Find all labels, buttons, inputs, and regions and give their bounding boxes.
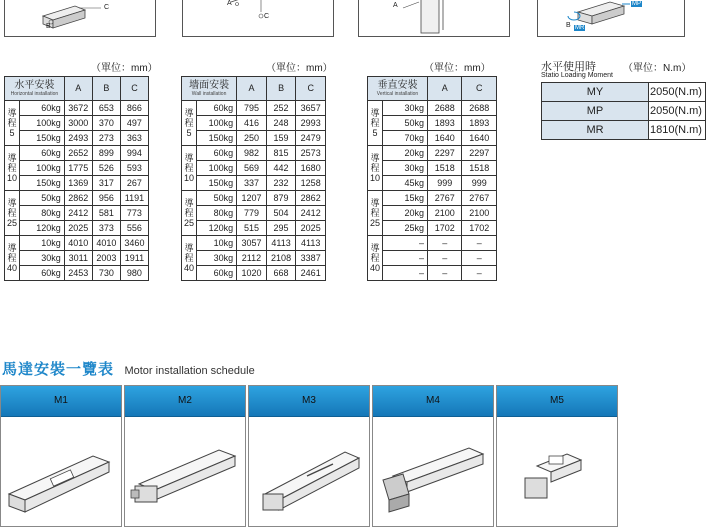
lead-group-cell — [368, 101, 383, 146]
value-cell: 373 — [92, 221, 120, 236]
motor-drawing — [1, 416, 121, 526]
value-cell: – — [462, 236, 497, 251]
lead-label: 40 — [183, 263, 194, 273]
value-cell: – — [462, 251, 497, 266]
mr-badge: MR — [575, 25, 585, 31]
value-cell: 2493 — [64, 131, 92, 146]
value-cell: 1702 — [462, 221, 497, 236]
value-cell: 2453 — [64, 266, 92, 281]
lead-label: 導 — [7, 153, 17, 163]
table-row — [368, 206, 497, 221]
moment-key: MY — [542, 83, 649, 102]
value-cell: 1893 — [462, 116, 497, 131]
column-header: C — [462, 77, 497, 101]
value-cell: 593 — [120, 161, 148, 176]
value-cell: – — [462, 266, 497, 281]
table-title-cell — [368, 77, 428, 101]
lead-label: 導 — [184, 198, 194, 208]
value-cell: 2412 — [296, 206, 326, 221]
value-cell: 252 — [266, 101, 296, 116]
value-cell: 1191 — [120, 191, 148, 206]
table-row — [5, 221, 149, 236]
value-cell: 2108 — [266, 251, 296, 266]
table-row — [368, 236, 497, 251]
load-cell: 10kg — [197, 236, 237, 251]
value-cell: 267 — [120, 176, 148, 191]
value-cell: 795 — [237, 101, 267, 116]
value-cell: 866 — [120, 101, 148, 116]
table-row — [5, 116, 149, 131]
table-row — [368, 221, 497, 236]
lead-label: 程 — [184, 118, 194, 128]
moment-row — [542, 102, 706, 121]
value-cell: 2767 — [462, 191, 497, 206]
moment-key: MR — [542, 121, 649, 140]
load-cell: 60kg — [20, 146, 65, 161]
motor-title-zh: 馬達安裝一覽表 — [2, 361, 115, 378]
horizontal-diagram-drawing — [5, 0, 155, 36]
motor-column-m5 — [496, 385, 618, 527]
load-cell: 80kg — [20, 206, 65, 221]
value-cell: 2862 — [64, 191, 92, 206]
lead-label: 導 — [370, 108, 380, 118]
table-row — [182, 131, 326, 146]
column-header: B — [92, 77, 120, 101]
load-cell: 150kg — [20, 176, 65, 191]
value-cell: 2297 — [462, 146, 497, 161]
load-cell: 50kg — [197, 191, 237, 206]
value-cell: 3000 — [64, 116, 92, 131]
value-cell: 1680 — [296, 161, 326, 176]
load-cell: 20kg — [383, 146, 428, 161]
motor-drawing — [125, 416, 245, 526]
value-cell: 779 — [237, 206, 267, 221]
load-cell: 30kg — [383, 161, 428, 176]
lead-group-cell — [182, 146, 197, 191]
vertical-installation-table — [367, 76, 497, 281]
label-a: A — [227, 0, 232, 7]
table-title-zh: 垂直安裝 — [377, 79, 418, 91]
lead-label: 5 — [9, 128, 15, 138]
lead-group-cell — [5, 146, 20, 191]
load-cell: 100kg — [197, 116, 237, 131]
value-cell: 2100 — [427, 206, 462, 221]
value-cell: 2688 — [462, 101, 497, 116]
value-cell: 982 — [237, 146, 267, 161]
load-cell: – — [383, 236, 428, 251]
table-row — [368, 176, 497, 191]
horizontal-diagram — [4, 0, 156, 37]
lead-group-cell — [182, 236, 197, 281]
lead-group-cell — [182, 101, 197, 146]
lead-label: 程 — [370, 208, 380, 218]
lead-label: 10 — [6, 173, 17, 183]
value-cell: 2412 — [64, 206, 92, 221]
moment-diagram — [537, 0, 685, 37]
lead-label: 導 — [370, 153, 380, 163]
value-cell: 879 — [266, 191, 296, 206]
table-title-en: Horizontal installation — [10, 90, 59, 97]
table-row — [5, 191, 149, 206]
table-row — [182, 206, 326, 221]
header-row — [5, 77, 149, 101]
table-row — [182, 176, 326, 191]
table-row — [368, 266, 497, 281]
lead-label: 導 — [7, 243, 17, 253]
lead-group-cell — [368, 191, 383, 236]
value-cell: 1640 — [427, 131, 462, 146]
table-row — [182, 101, 326, 116]
unit-label-horizontal: （單位：mm） — [91, 63, 158, 74]
value-cell: 815 — [266, 146, 296, 161]
value-cell: 273 — [92, 131, 120, 146]
table-row — [5, 236, 149, 251]
table-title-cell — [182, 77, 237, 101]
value-cell: 1258 — [296, 176, 326, 191]
value-cell: 773 — [120, 206, 148, 221]
motor-column-m2 — [124, 385, 246, 527]
value-cell: 3657 — [296, 101, 326, 116]
value-cell: 999 — [462, 176, 497, 191]
motor-column-m4 — [372, 385, 494, 527]
value-cell: 2100 — [462, 206, 497, 221]
load-cell: 100kg — [20, 161, 65, 176]
value-cell: 1775 — [64, 161, 92, 176]
load-cell: 30kg — [383, 101, 428, 116]
unit-label-moment: （單位：N.m） — [623, 63, 692, 74]
lead-label: 導 — [184, 108, 194, 118]
table-row — [5, 146, 149, 161]
motor-column-header: M2 — [125, 386, 245, 417]
value-cell: 3460 — [120, 236, 148, 251]
lead-label: 25 — [6, 218, 17, 228]
value-cell: 317 — [92, 176, 120, 191]
lead-group-cell — [5, 236, 20, 281]
label-a: A — [393, 2, 398, 9]
moment-subtitle: Statio Loading Moment — [541, 72, 613, 79]
table-row — [368, 116, 497, 131]
value-cell: 1911 — [120, 251, 148, 266]
moment-diagram-drawing — [538, 0, 684, 36]
value-cell: 295 — [266, 221, 296, 236]
lead-label: 導 — [184, 243, 194, 253]
lead-label: 程 — [7, 163, 17, 173]
motor-section-title — [2, 358, 255, 379]
table-row — [368, 161, 497, 176]
load-cell: 30kg — [20, 251, 65, 266]
value-cell: 556 — [120, 221, 148, 236]
moment-row — [542, 83, 706, 102]
load-cell: 150kg — [197, 176, 237, 191]
load-cell: 25kg — [383, 221, 428, 236]
table-row — [5, 251, 149, 266]
header-row — [368, 77, 497, 101]
moment-key: MP — [542, 102, 649, 121]
value-cell: 515 — [237, 221, 267, 236]
value-cell: 1369 — [64, 176, 92, 191]
table-row — [5, 131, 149, 146]
column-header: B — [266, 77, 296, 101]
motor-column-m1 — [0, 385, 122, 527]
value-cell: 526 — [92, 161, 120, 176]
value-cell: 999 — [427, 176, 462, 191]
load-cell: 120kg — [20, 221, 65, 236]
column-header: A — [427, 77, 462, 101]
load-cell: 150kg — [197, 131, 237, 146]
table-row — [182, 236, 326, 251]
value-cell: 1207 — [237, 191, 267, 206]
value-cell: 2652 — [64, 146, 92, 161]
value-cell: – — [427, 251, 462, 266]
load-cell: 30kg — [197, 251, 237, 266]
motor-drawing — [497, 416, 617, 526]
lead-label: 25 — [183, 218, 194, 228]
value-cell: 232 — [266, 176, 296, 191]
vertical-diagram — [358, 0, 510, 37]
lead-label: 導 — [7, 198, 17, 208]
value-cell: 4113 — [296, 236, 326, 251]
table-row — [182, 251, 326, 266]
table-row — [5, 176, 149, 191]
unit-label-wall: （單位：mm） — [266, 63, 333, 74]
value-cell: 2688 — [427, 101, 462, 116]
column-header: A — [237, 77, 267, 101]
value-cell: 337 — [237, 176, 267, 191]
value-cell: 2461 — [296, 266, 326, 281]
value-cell: 248 — [266, 116, 296, 131]
value-cell: 1518 — [462, 161, 497, 176]
load-cell: 60kg — [20, 266, 65, 281]
lead-group-cell — [368, 236, 383, 281]
value-cell: 1020 — [237, 266, 267, 281]
lead-label: 5 — [186, 128, 192, 138]
table-row — [368, 146, 497, 161]
table-row — [182, 161, 326, 176]
load-cell: 15kg — [383, 191, 428, 206]
column-header: C — [296, 77, 326, 101]
motor-column-header: M4 — [373, 386, 493, 417]
load-cell: 80kg — [197, 206, 237, 221]
lead-label: 25 — [369, 218, 380, 228]
lead-group-cell — [5, 101, 20, 146]
lead-label: 5 — [372, 128, 378, 138]
load-cell: 120kg — [197, 221, 237, 236]
label-b: B — [566, 22, 571, 29]
load-cell: 100kg — [197, 161, 237, 176]
moment-value: 2050(N.m) — [649, 83, 706, 102]
lead-label: 導 — [184, 153, 194, 163]
value-cell: – — [427, 266, 462, 281]
value-cell: 2003 — [92, 251, 120, 266]
label-c: C — [264, 13, 270, 20]
table-title-zh: 墻面安裝 — [189, 79, 230, 91]
value-cell: 569 — [237, 161, 267, 176]
load-cell: – — [383, 266, 428, 281]
wall-installation-table — [181, 76, 326, 281]
table-row — [5, 161, 149, 176]
table-row — [5, 206, 149, 221]
table-title-en: Vertical installation — [376, 90, 419, 97]
table-row — [5, 101, 149, 116]
value-cell: 956 — [92, 191, 120, 206]
value-cell: 4010 — [92, 236, 120, 251]
horizontal-installation-table — [4, 76, 149, 281]
table-row — [182, 221, 326, 236]
value-cell: 416 — [237, 116, 267, 131]
table-row — [182, 191, 326, 206]
value-cell: 730 — [92, 266, 120, 281]
value-cell: 2025 — [64, 221, 92, 236]
value-cell: 370 — [92, 116, 120, 131]
value-cell: 994 — [120, 146, 148, 161]
lead-label: 導 — [370, 243, 380, 253]
lead-label: 導 — [7, 108, 17, 118]
value-cell: – — [427, 236, 462, 251]
table-row — [368, 191, 497, 206]
value-cell: 1893 — [427, 116, 462, 131]
unit-label-vertical: （單位：mm） — [424, 63, 491, 74]
value-cell: 2767 — [427, 191, 462, 206]
load-cell: 60kg — [20, 101, 65, 116]
motor-schedule — [0, 385, 618, 527]
motor-column-header: M5 — [497, 386, 617, 417]
value-cell: 668 — [266, 266, 296, 281]
moment-title: 水平使用時 — [541, 61, 596, 73]
moment-value: 1810(N.m) — [649, 121, 706, 140]
lead-group-cell — [368, 146, 383, 191]
load-cell: 50kg — [383, 116, 428, 131]
motor-drawing — [373, 416, 493, 526]
value-cell: 504 — [266, 206, 296, 221]
value-cell: 4010 — [64, 236, 92, 251]
moment-value: 2050(N.m) — [649, 102, 706, 121]
label-c: C — [104, 4, 110, 11]
value-cell: 2479 — [296, 131, 326, 146]
table-row — [5, 266, 149, 281]
lead-label: 10 — [183, 173, 194, 183]
value-cell: 442 — [266, 161, 296, 176]
lead-label: 程 — [184, 253, 194, 263]
load-cell: 100kg — [20, 116, 65, 131]
value-cell: 2862 — [296, 191, 326, 206]
value-cell: 1640 — [462, 131, 497, 146]
table-row — [368, 101, 497, 116]
value-cell: 2993 — [296, 116, 326, 131]
load-cell: 60kg — [197, 266, 237, 281]
value-cell: 980 — [120, 266, 148, 281]
table-title-zh: 水平安裝 — [14, 79, 55, 91]
value-cell: 4113 — [266, 236, 296, 251]
lead-label: 導 — [370, 198, 380, 208]
lead-label: 程 — [7, 118, 17, 128]
vertical-diagram-drawing — [359, 0, 509, 36]
load-cell: 45kg — [383, 176, 428, 191]
mp-badge: MP — [632, 1, 641, 7]
moment-row — [542, 121, 706, 140]
value-cell: 581 — [92, 206, 120, 221]
value-cell: 3011 — [64, 251, 92, 266]
value-cell: 3672 — [64, 101, 92, 116]
lead-label: 程 — [370, 163, 380, 173]
lead-group-cell — [5, 191, 20, 236]
wall-diagram — [182, 0, 334, 37]
wall-diagram-drawing — [183, 0, 333, 36]
value-cell: 2025 — [296, 221, 326, 236]
value-cell: 2112 — [237, 251, 267, 266]
value-cell: 653 — [92, 101, 120, 116]
lead-label: 程 — [7, 253, 17, 263]
lead-label: 程 — [370, 253, 380, 263]
motor-drawing — [249, 416, 369, 526]
value-cell: 363 — [120, 131, 148, 146]
load-cell: 60kg — [197, 101, 237, 116]
table-row — [368, 131, 497, 146]
load-cell: 150kg — [20, 131, 65, 146]
value-cell: 1702 — [427, 221, 462, 236]
load-cell: 20kg — [383, 206, 428, 221]
lead-label: 程 — [370, 118, 380, 128]
load-cell: – — [383, 251, 428, 266]
lead-label: 程 — [7, 208, 17, 218]
value-cell: 497 — [120, 116, 148, 131]
value-cell: 2573 — [296, 146, 326, 161]
value-cell: 3057 — [237, 236, 267, 251]
value-cell: 3387 — [296, 251, 326, 266]
lead-label: 40 — [369, 263, 380, 273]
table-title-cell — [5, 77, 65, 101]
value-cell: 159 — [266, 131, 296, 146]
load-cell: 70kg — [383, 131, 428, 146]
load-cell: 60kg — [197, 146, 237, 161]
load-cell: 50kg — [20, 191, 65, 206]
lead-label: 程 — [184, 163, 194, 173]
table-row — [182, 266, 326, 281]
column-header: C — [120, 77, 148, 101]
header-row — [182, 77, 326, 101]
label-b: B — [46, 23, 51, 30]
table-row — [368, 251, 497, 266]
static-moment-table — [541, 82, 706, 140]
motor-column-header: M1 — [1, 386, 121, 417]
motor-title-en: Motor installation schedule — [124, 365, 255, 377]
table-row — [182, 116, 326, 131]
load-cell: 10kg — [20, 236, 65, 251]
motor-column-header: M3 — [249, 386, 369, 417]
lead-label: 10 — [369, 173, 380, 183]
lead-group-cell — [182, 191, 197, 236]
value-cell: 1518 — [427, 161, 462, 176]
table-title-en: Wall installation — [191, 90, 227, 97]
lead-label: 40 — [6, 263, 17, 273]
lead-label: 程 — [184, 208, 194, 218]
value-cell: 250 — [237, 131, 267, 146]
value-cell: 2297 — [427, 146, 462, 161]
motor-column-m3 — [248, 385, 370, 527]
table-row — [182, 146, 326, 161]
value-cell: 899 — [92, 146, 120, 161]
column-header: A — [64, 77, 92, 101]
